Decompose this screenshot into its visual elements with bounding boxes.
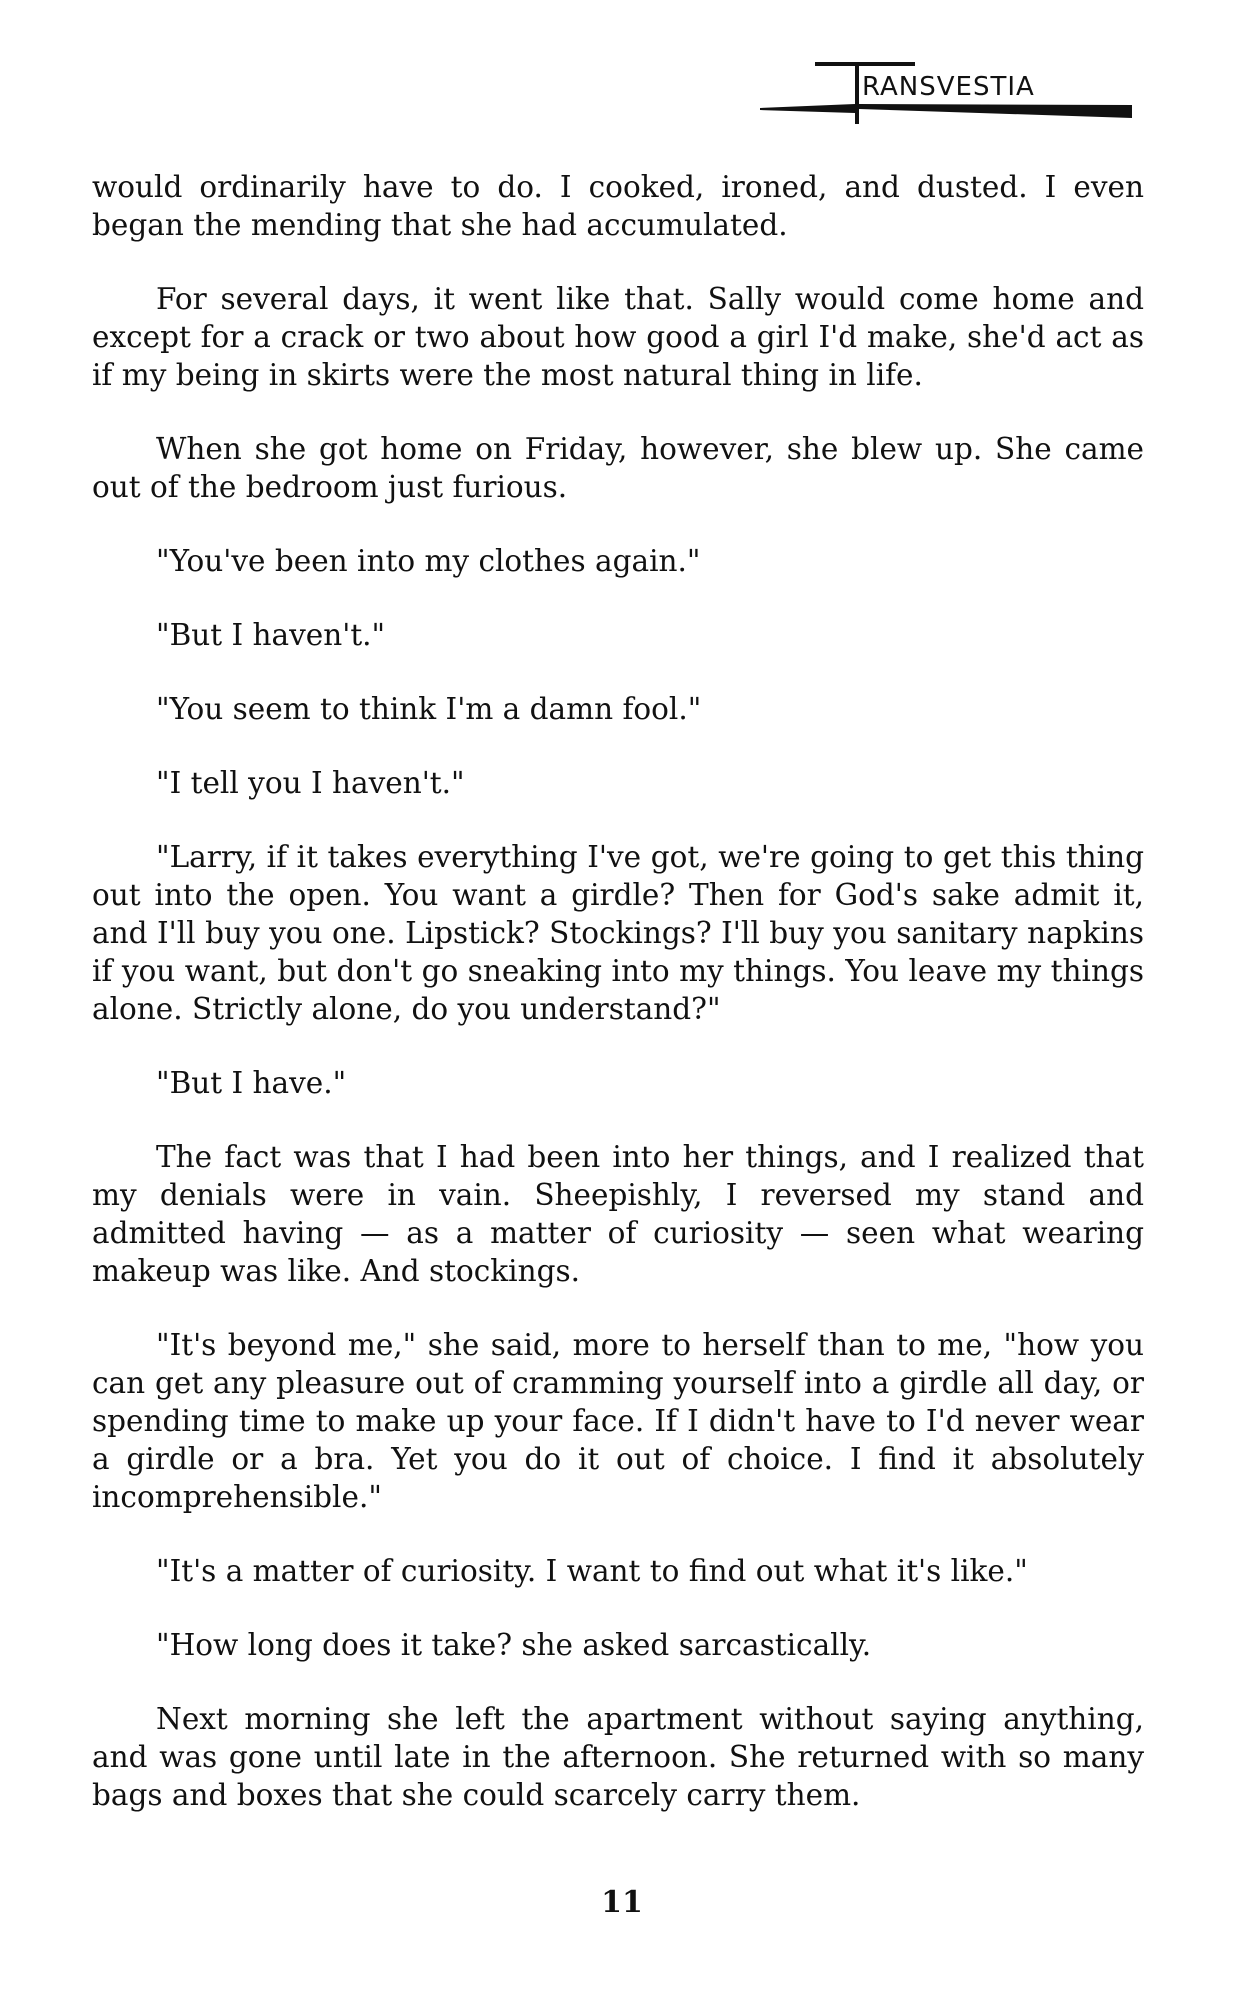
- paragraph-sally-speech: "It's beyond me," she said, more to herself than to me, "how you can get any pleasure out of cramming yourself into a girdle all day, or spending time to make up your face. If I didn't have to I'd never wear a girdle or a bra. Yet you do it out of choice. I find it absolutely incomprehensible.": [92, 1328, 1144, 1514]
- body-text: [92, 168, 1144, 1814]
- paragraph-next-morning: Next morning she left the apartment without saying anything, and was gone until late in the afternoon. She returned with so many bags and boxes that she could scarcely carry them.: [92, 1702, 1144, 1812]
- dialogue-line: "It's a matter of curiosity. I want to find out what it's like.": [156, 1554, 1028, 1588]
- dialogue-line: "You've been into my clothes again.": [156, 544, 701, 578]
- paragraph-2: For several days, it went like that. Sally would come home and except for a crack or two about how good a girl I'd make, she'd act as if my being in skirts were the most natural thing in life.: [92, 282, 1144, 392]
- page-number: 11: [601, 1885, 643, 1920]
- transvestia-masthead-logo: [760, 58, 1135, 128]
- paragraph-3: When she got home on Friday, however, she blew up. She came out of the bedroom just furious.: [92, 432, 1144, 504]
- paragraph-admission: The fact was that I had been into her things, and I realized that my denials were in vain. Sheepishly, I reversed my stand and admitted having — as a matter of curiosity — seen what wearing makeup was like. And stockings.: [92, 1140, 1144, 1288]
- dialogue-line: "But I haven't.": [156, 618, 386, 652]
- masthead-title: RANSVESTIA: [862, 72, 1035, 102]
- paragraph-1: would ordinarily have to do. I cooked, ironed, and dusted. I even began the mending that she had accumulated.: [92, 170, 1144, 242]
- paragraph-larry-speech: "Larry, if it takes everything I've got, we're going to get this thing out into the open. You want a girdle? Then for God's sake admit it, and I'll buy you one. Lipstick? Stockings? I'll buy you sanitary napkins if you want, but don't go sneaking into my things. You leave my things alone. Strictly alone, do you understand?": [92, 840, 1144, 1026]
- dialogue-line: "How long does it take? she asked sarcastically.: [156, 1628, 872, 1662]
- dialogue-line: "I tell you I haven't.": [156, 766, 465, 800]
- dialogue-line: "You seem to think I'm a damn fool.": [156, 692, 702, 726]
- dialogue-line: "But I have.": [156, 1066, 347, 1100]
